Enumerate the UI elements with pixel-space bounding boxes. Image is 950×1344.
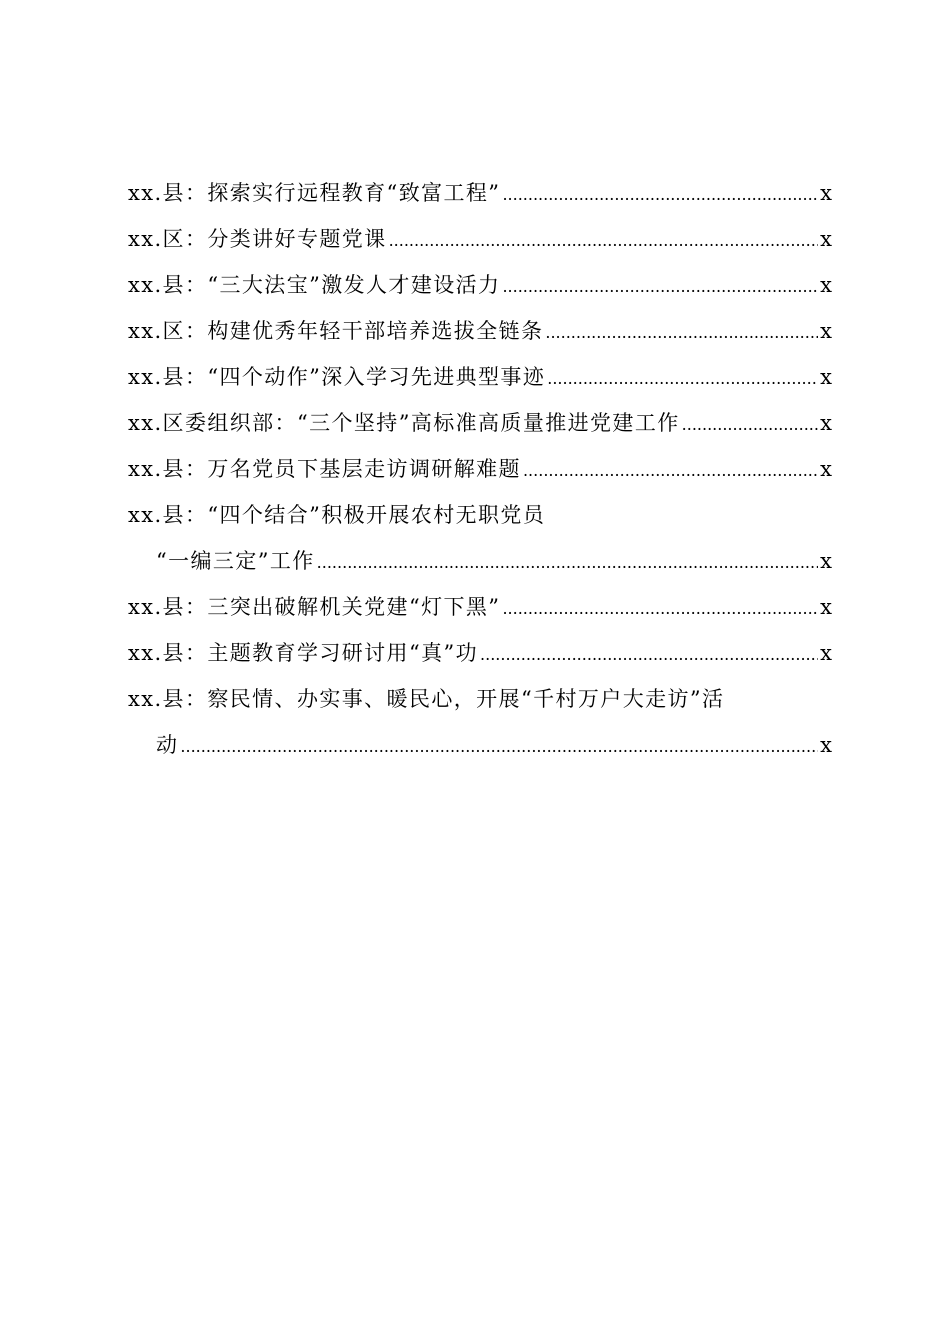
toc-page-number: x bbox=[820, 273, 832, 297]
toc-line bbox=[128, 446, 832, 492]
toc-page-number: x bbox=[820, 365, 832, 389]
toc-entry-title: xx.县：“四个结合”积极开展农村无职党员 bbox=[128, 503, 546, 527]
toc-entry-title: xx.县：三突出破解机关党建“灯下黑” bbox=[128, 595, 501, 619]
toc-page-number: x bbox=[820, 549, 832, 573]
table-of-contents bbox=[128, 170, 832, 768]
toc-line bbox=[128, 170, 832, 216]
toc-line bbox=[128, 676, 832, 722]
toc-line bbox=[128, 630, 832, 676]
dot-leader bbox=[682, 402, 819, 448]
toc-line bbox=[128, 216, 832, 262]
toc-entry[interactable] bbox=[128, 216, 832, 262]
toc-line bbox=[128, 262, 832, 308]
toc-entry[interactable] bbox=[128, 492, 832, 584]
toc-entry-title: xx.县：“四个动作”深入学习先进典型事迹 bbox=[128, 365, 546, 389]
toc-page-number: x bbox=[820, 319, 832, 343]
dot-leader bbox=[317, 540, 818, 586]
toc-entry[interactable] bbox=[128, 446, 832, 492]
toc-page-number: x bbox=[820, 411, 832, 435]
toc-page-number: x bbox=[820, 733, 832, 757]
toc-line-continuation bbox=[128, 722, 832, 768]
toc-entry-title: xx.县：“三大法宝”激发人才建设活力 bbox=[128, 273, 501, 297]
dot-leader bbox=[502, 586, 818, 632]
toc-entry-title: xx.区委组织部：“三个坚持”高标准高质量推进党建工作 bbox=[128, 411, 680, 435]
dot-leader bbox=[547, 356, 818, 402]
dot-leader bbox=[180, 724, 818, 770]
dot-leader bbox=[389, 218, 819, 264]
toc-entry[interactable] bbox=[128, 170, 832, 216]
toc-entry[interactable] bbox=[128, 584, 832, 630]
dot-leader bbox=[502, 264, 818, 310]
toc-page-number: x bbox=[820, 595, 832, 619]
toc-entry[interactable] bbox=[128, 262, 832, 308]
toc-line bbox=[128, 584, 832, 630]
toc-page-number: x bbox=[820, 227, 832, 251]
toc-entry-title: xx.区：分类讲好专题党课 bbox=[128, 227, 387, 251]
toc-entry[interactable] bbox=[128, 676, 832, 768]
toc-line bbox=[128, 354, 832, 400]
toc-entry-title: xx.区：构建优秀年轻干部培养选拔全链条 bbox=[128, 319, 544, 343]
dot-leader bbox=[523, 448, 818, 494]
toc-page-number: x bbox=[820, 181, 832, 205]
toc-entry[interactable] bbox=[128, 400, 832, 446]
dot-leader bbox=[480, 632, 818, 678]
toc-entry[interactable] bbox=[128, 630, 832, 676]
toc-entry-title: xx.县：主题教育学习研讨用“真”功 bbox=[128, 641, 479, 665]
toc-page-number: x bbox=[820, 641, 832, 665]
toc-line bbox=[128, 308, 832, 354]
toc-entry[interactable] bbox=[128, 354, 832, 400]
toc-line bbox=[128, 492, 832, 538]
toc-entry-title: xx.县：探索实行远程教育“致富工程” bbox=[128, 181, 501, 205]
toc-entry-title-continued: “一编三定”工作 bbox=[156, 549, 315, 573]
toc-page-number: x bbox=[820, 457, 832, 481]
dot-leader bbox=[502, 172, 818, 218]
dot-leader bbox=[545, 310, 818, 356]
toc-line-continuation bbox=[128, 538, 832, 584]
toc-entry[interactable] bbox=[128, 308, 832, 354]
toc-entry-title-continued: 动 bbox=[156, 733, 179, 757]
toc-entry-title: xx.县：察民情、办实事、暖民心，开展“千村万户大走访”活 bbox=[128, 687, 725, 711]
toc-entry-title: xx.县：万名党员下基层走访调研解难题 bbox=[128, 457, 521, 481]
toc-line bbox=[128, 400, 832, 446]
